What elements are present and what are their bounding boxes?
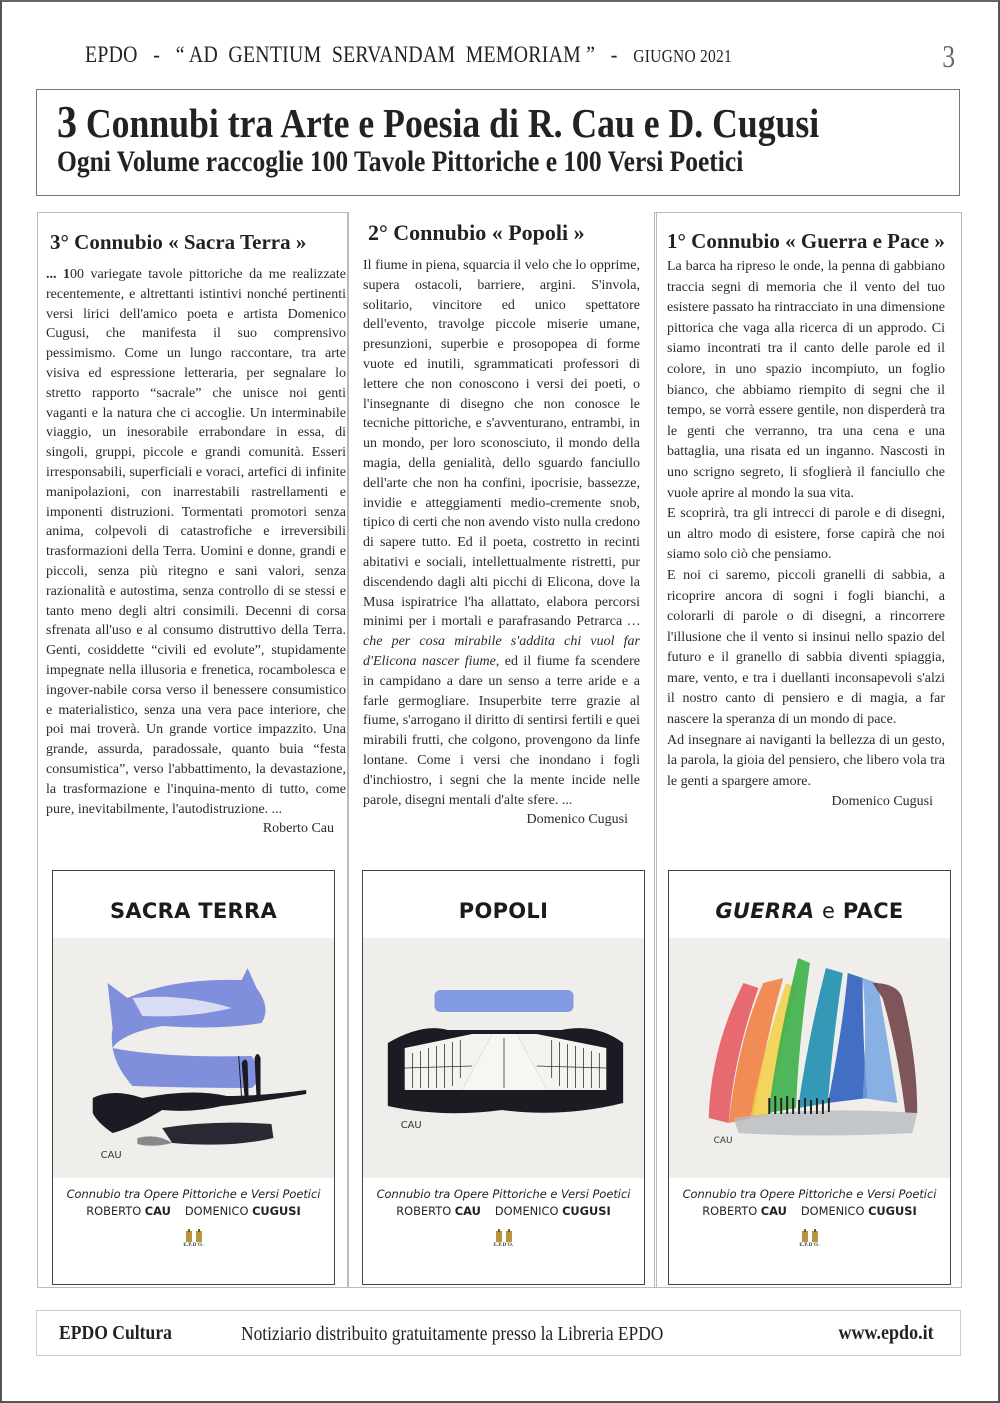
publisher-name: E.P.D'O.: [799, 1243, 820, 1248]
book-cover-guerra-e-pace: [668, 870, 951, 1285]
paragraph-text: 00 variegate tavole pittoriche da me realizzate recentemente, e altrettanti istintivi nonché pertinenti versi lirici dell'amico poeta e artista Domenico Cugusi, che manifesta il suo comprensivo pessimismo. Come un lungo raccontare, tra arte visiva ed espressione letteraria, per segnalare lo stretto rapporto “sacrale” che unisce noi genti vaganti e la natura che ci accoglie. Un interminabile viaggio, un inesorabile errabondare in essa, di singoli, gruppi, piccole e grandi comunità. Esseri irresponsabili, superficiali e voraci, artefici di infinite manipolazioni, con inarrestabili rastrellamenti e imponenti distruzioni. Tormentati promotori senza anima, colpevoli di catastrofiche e irreversibili trasformazioni della Terra. Uomini e donne, grandi e piccoli, senza più ritegno e sani valori, senza razionalità e autostima, senza controllo di se stessi e tanto meno degli altri consimili. Decenni di corsa sfrenata all'uso e al consumo distruttivo della Terra. Genti, cosiddette “civili ed evolute”, stupidamente impegnate nella illusoria e frenetica, rocambolesca e ingover-nabile corsa verso il benessere consumistico e materialistico, senza una vera pace interiore, che poi mai troverà. Un grande vortice impazzito. Una grande, assurda, paradossale, quanto buia “festa consumistica”, verso l'abbattimento, la devastazione, la trasformazione e l'inquina-mento di tutto, come pure, inevitabilmente, l'autodistruzione. ...: [46, 267, 347, 817]
page-subtitle: Ogni Volume raccoglie 100 Tavole Pittoriche e 100 Versi Poetici: [57, 145, 744, 178]
publisher-emblem-icon: [185, 1229, 203, 1243]
publication-name: EPDO: [85, 42, 138, 67]
book-cover-sacra-terra: [52, 870, 335, 1285]
publisher-name: E.P.D'O.: [493, 1243, 514, 1248]
cover-subtitle: Connubio tra Opere Pittoriche e Versi Poetici: [682, 1187, 937, 1201]
signature: Roberto Cau: [262, 821, 334, 837]
paragraph-text: Il fiume in piena, squarcia il velo che lo opprime, supera ostacoli, barriere, argini. S'invola, solitario, vincitore ed unico spettatore dell'evento, travolge piccole miserie umane, presunzioni, superbie e prosopopea di forme vuote ed inutili, sgrammaticati professori di lettere che non conoscono i versi dei poeti, o l'insegnante di disegno che non conosce le tecniche pittoriche, e s'avventurano, entrambi, in un mondo, per loro sconosciuto, il mondo della magia, della genialità, dello sguardo fanciullo dell'arte che non ha confini, ipocrisie, bassezze, invidie e atteggiamenti medio-cremente snob, tipico di certi che non avendo visto nulla credono di sapere tutto. Ed il poeta, costretto in recinti abitativi e sociali, intellettualmente ristretti, pur discendendo dagli alti picchi di Elicona, dove la Musa ispiratrice l'ha allattato, elabora percorsi minimi per i mortali e parafrasando Petrarca: [363, 258, 640, 630]
publisher-logo: [489, 1229, 519, 1248]
cover-subtitle: Connubio tra Opere Pittoriche e Versi Poetici: [376, 1187, 631, 1201]
lead-in: ... 1: [46, 267, 70, 282]
cover-subtitle: Connubio tra Opere Pittoriche e Versi Poetici: [66, 1187, 321, 1201]
separator: -: [153, 42, 161, 67]
paragraph: E scoprirà, tra gli intrecci di parole e di disegni, un altro modo di esistere, forse capirà che noi siamo solo ciò che pensiamo.: [667, 506, 945, 563]
watercolor-rainbow-icon: [669, 938, 950, 1178]
publisher-emblem-icon: [495, 1229, 513, 1243]
signature: Domenico Cugusi: [526, 812, 628, 828]
paragraph: Ad insegnare ai naviganti la bellezza di un gesto, la parola, la gioia del pensiero, che libero vola tra le genti a spargere amore.: [667, 732, 945, 789]
column-body: [667, 257, 945, 813]
issue-date: GIUGNO 2021: [633, 46, 733, 66]
paragraph: [46, 265, 347, 837]
publisher-logo: [795, 1229, 825, 1248]
svg-text:CAU: CAU: [400, 1119, 422, 1132]
paragraph-text: , ed il fiume fa scendere in campidano a dare un senso a terre aride e a farle germogliare. Insuperbite terre grazie al fiume, s'arrogano il diritto di sentirsi fertili e quei mirabili frutti, che colgono, provengono da linfe lontane. Come i versi che inondano i fogli d'inchiostro, i segni che la mente incide nelle parole, disegni mentali d'alte sfere. ...: [363, 653, 640, 808]
column-heading: 2° Connubio « Popoli »: [368, 220, 585, 245]
svg-text:CAU: CAU: [713, 1135, 733, 1147]
cover-artwork: [363, 938, 644, 1178]
watercolor-landscape-icon: [53, 938, 334, 1178]
signature: Domenico Cugusi: [831, 794, 933, 810]
title-number: 3: [57, 96, 78, 147]
watercolor-crowd-icon: [363, 938, 644, 1178]
title-text: Connubi tra Arte e Poesia di R. Cau e D. Cugusi: [85, 100, 820, 146]
cover-artwork: [669, 938, 950, 1178]
paragraph: [363, 256, 640, 810]
publisher-name: E.P.D'O.: [183, 1243, 204, 1248]
running-head-text: [85, 42, 732, 68]
cover-title: GUERRA e PACE: [715, 899, 904, 923]
petrarca-quote: …che per cosa mirabile s'addita chi vuol far d'Elicona nascer fiume: [363, 614, 641, 669]
running-head: [85, 38, 955, 82]
book-cover-popoli: [362, 870, 645, 1285]
cover-authors: ROBERTO CAU DOMENICO CUGUSI: [86, 1204, 301, 1218]
publisher-logo: [179, 1229, 209, 1248]
cover-title: POPOLI: [458, 899, 549, 923]
separator: -: [610, 42, 618, 67]
footer-note: Notiziario distribuito gratuitamente presso la Libreria EPDO: [241, 1323, 664, 1345]
footer-brand: EPDO Cultura: [59, 1322, 172, 1344]
page-number: 3: [942, 38, 955, 74]
column-heading: 3° Connubio « Sacra Terra »: [50, 230, 307, 254]
paragraph: La barca ha ripreso le onde, la penna di gabbiano traccia segni di memoria che il vento del tuo esistere passato ha rintracciato in una dimensione pittorica che vaga alla ricerca di un approdo. Ci siamo incontrati tra il canto delle parole ed il colore, in uno spazio incompiuto, un foglio bianco, che abbiamo riempito di segni che il tempo, se vorrà essere gentile, non disperderà tra le genti che verranno, tra una cena e una battaglia, una risata ed un inganno. Nascosti in uno scrigno segreto, li sfoglierà il fanciullo che vuole aprire al mondo la sua vita.: [667, 259, 945, 501]
cover-title: SACRA TERRA: [109, 899, 278, 923]
cover-artwork: [53, 938, 334, 1178]
page-title: [57, 96, 842, 147]
column-body: [46, 265, 346, 839]
title-box: [36, 89, 960, 196]
svg-text:CAU: CAU: [100, 1149, 122, 1162]
cover-authors: ROBERTO CAU DOMENICO CUGUSI: [702, 1204, 917, 1218]
column-heading: 1° Connubio « Guerra e Pace »: [667, 229, 945, 253]
footer: [36, 1310, 961, 1356]
paragraph: E noi ci saremo, piccoli granelli di sabbia, a ricoprire ancora di sogni i fogli bianchi, a colorarli di parole o di disegni, a rincorrere l'illusione che il vento si insinui nello spazio del futuro e il granello di sabbia diventi spiaggia, mare, vento, e tra i duellanti inconsapevoli s'alzi il nostro canto di pensiero e di magia, a far nascere la speranza di un mondo di pace.: [667, 567, 945, 728]
motto: “ AD GENTIUM SERVANDAM MEMORIAM ”: [175, 42, 596, 67]
publisher-emblem-icon: [801, 1229, 819, 1243]
column-body: [363, 256, 640, 830]
website-link[interactable]: www.epdo.it: [838, 1322, 934, 1344]
cover-authors: ROBERTO CAU DOMENICO CUGUSI: [396, 1204, 611, 1218]
